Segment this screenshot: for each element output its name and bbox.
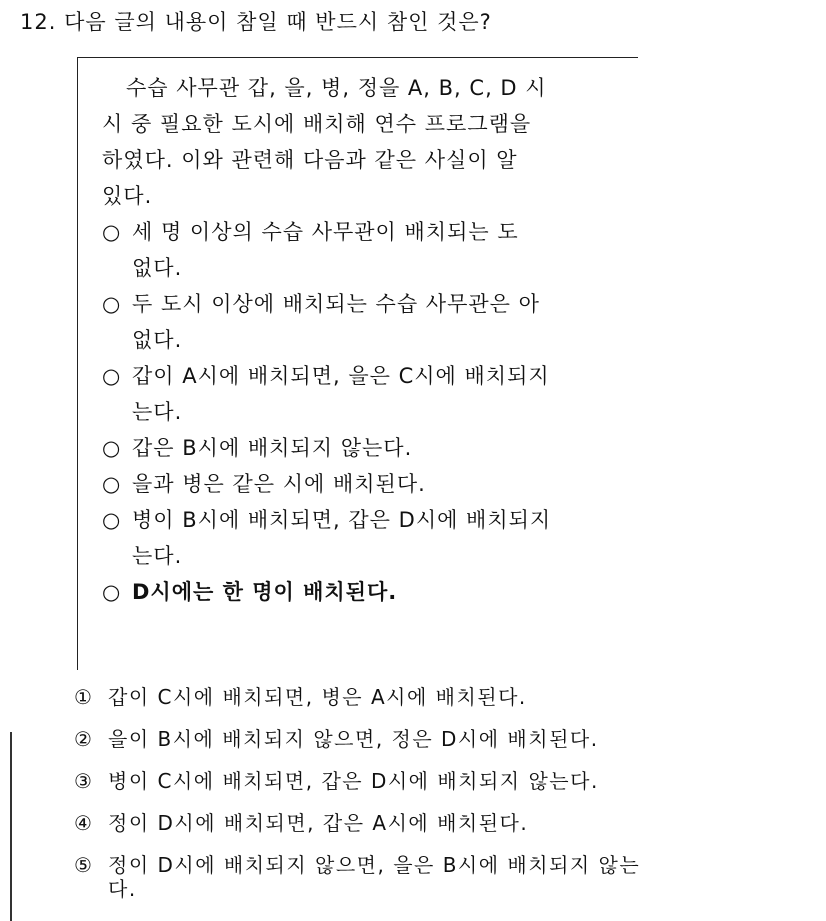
condition-text: 없다. (132, 256, 183, 280)
passage-line: 수습 사무관 갑, 을, 병, 정을 A, B, C, D 시 (126, 76, 547, 100)
circle-bullet-icon: ○ (102, 220, 122, 244)
circle-bullet-icon: ○ (102, 580, 122, 604)
choice-text: 병이 C시에 배치되면, 갑은 D시에 배치되지 않는다. (108, 769, 599, 793)
choice-number: ⑤ (74, 853, 94, 877)
passage-box (77, 57, 638, 670)
choice-1[interactable] (74, 676, 814, 718)
choice-text: 다. (108, 877, 137, 901)
condition-text: 병이 B시에 배치되면, 갑은 D시에 배치되지 (132, 508, 552, 532)
condition-text: 세 명 이상의 수습 사무관이 배치되는 도 (132, 220, 519, 244)
condition-item (102, 286, 638, 358)
choice-3[interactable] (74, 760, 814, 802)
condition-text: 없다. (132, 328, 183, 352)
passage-line: 있다. (102, 184, 153, 208)
condition-text: 두 도시 이상에 배치되는 수습 사무관은 아 (132, 292, 540, 316)
passage-line: 하였다. 이와 관련해 다음과 같은 사실이 알 (102, 148, 518, 172)
choice-number: ③ (74, 769, 94, 793)
condition-item (102, 430, 638, 466)
circle-bullet-icon: ○ (102, 508, 122, 532)
condition-text: D시에는 한 명이 배치된다. (132, 580, 398, 604)
left-margin-rule (10, 732, 12, 921)
condition-text: 는다. (132, 400, 183, 424)
choice-text: 정이 D시에 배치되면, 갑은 A시에 배치된다. (108, 811, 529, 835)
answer-choices (74, 676, 814, 902)
passage-line: 시 중 필요한 도시에 배치해 연수 프로그램을 (102, 112, 532, 136)
choice-number: ① (74, 685, 94, 709)
circle-bullet-icon: ○ (102, 364, 122, 388)
choice-number: ② (74, 727, 94, 751)
condition-text: 을과 병은 같은 시에 배치된다. (132, 472, 426, 496)
choice-text: 을이 B시에 배치되지 않으면, 정은 D시에 배치된다. (108, 727, 599, 751)
condition-item (102, 574, 638, 610)
condition-text: 갑이 A시에 배치되면, 을은 C시에 배치되지 (132, 364, 550, 388)
choice-4[interactable] (74, 802, 814, 844)
condition-item (102, 502, 638, 574)
circle-bullet-icon: ○ (102, 436, 122, 460)
circle-bullet-icon: ○ (102, 292, 122, 316)
question-title: 12. 다음 글의 내용이 참일 때 반드시 참인 것은? (20, 10, 492, 34)
passage-text (102, 70, 638, 610)
choice-2[interactable] (74, 718, 814, 760)
condition-item (102, 358, 638, 430)
circle-bullet-icon: ○ (102, 472, 122, 496)
condition-item (102, 214, 638, 286)
condition-text: 갑은 B시에 배치되지 않는다. (132, 436, 413, 460)
choice-text: 갑이 C시에 배치되면, 병은 A시에 배치된다. (108, 685, 527, 709)
choice-5[interactable] (74, 844, 814, 902)
condition-item (102, 466, 638, 502)
choice-text: 정이 D시에 배치되지 않으면, 을은 B시에 배치되지 않는 (108, 853, 641, 877)
condition-text: 는다. (132, 544, 183, 568)
choice-number: ④ (74, 811, 94, 835)
